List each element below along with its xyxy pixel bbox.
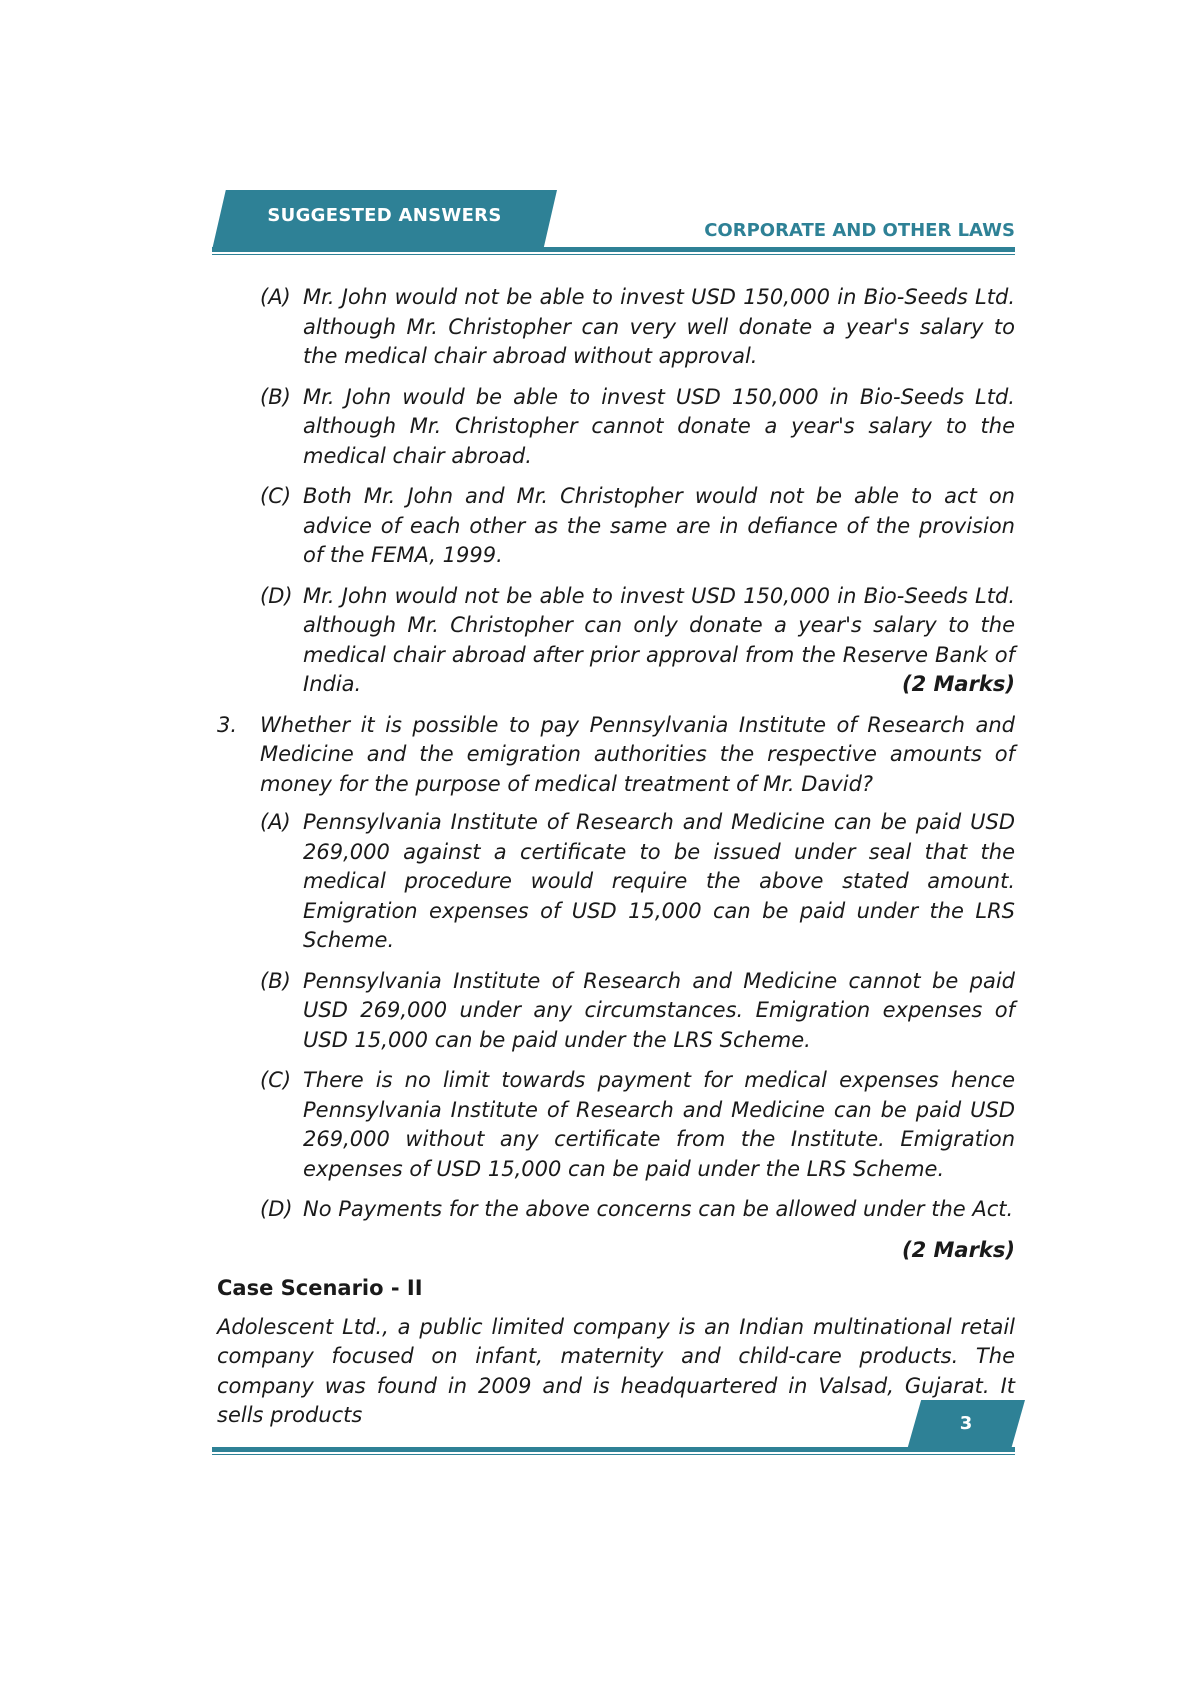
option-label: (D) (260, 583, 293, 608)
case-scenario-paragraph: Adolescent Ltd., a public limited company is an Indian multinational retail company focused on infant, maternity and child-care products. The company was found in 2009 and is headquartered in Valsad, Gujarat. It sells products (217, 1314, 1015, 1427)
option-text: Mr. John would not be able to invest USD 150,000 in Bio-Seeds Ltd. although Mr. Christopher can only donate a year's salary to the medical chair abroad after prior approval from the Reserve Bank of India. (303, 583, 1015, 696)
footer-rule-thick (212, 1447, 1015, 1452)
option-text-wrapper (303, 582, 1015, 700)
question-number: 3. (217, 712, 238, 737)
option-label: (B) (260, 968, 291, 993)
q3-option-c (260, 1066, 1015, 1184)
page-content (217, 283, 1015, 1431)
option-text: Mr. John would not be able to invest USD 150,000 in Bio-Seeds Ltd. although Mr. Christopher can very well donate a year's salary to the medical chair abroad without approval. (303, 285, 1015, 368)
option-text: There is no limit towards payment for medical expenses hence Pennsylvania Institute of Research and Medicine can be paid USD 269,000 without any certificate from the Institute. Emigration expenses of USD 15,000 can be paid under the LRS Scheme. (303, 1068, 1015, 1181)
q3-option-b (260, 967, 1015, 1056)
page-number: 3 (959, 1413, 973, 1434)
q3-option-d (260, 1195, 1015, 1225)
q2-option-b (260, 383, 1015, 472)
header-section-label: SUGGESTED ANSWERS (267, 205, 502, 226)
option-text: Pennsylvania Institute of Research and Medicine cannot be paid USD 269,000 under any circumstances. Emigration expenses of USD 15,000 can be paid under the LRS Scheme. (303, 968, 1015, 1052)
option-text: No Payments for the above concerns can be allowed under the Act. (303, 1197, 1014, 1221)
option-label: (A) (260, 810, 291, 834)
question-text: Whether it is possible to pay Pennsylvania Institute of Research and Medicine and the emigration authorities the respective amounts of money for the purpose of medical treatment of Mr. David? (260, 712, 1015, 796)
q2-marks: (2 Marks) (901, 672, 1015, 696)
footer-rule-thin (212, 1454, 1015, 1455)
q3-option-a (260, 808, 1015, 956)
option-text: Both Mr. John and Mr. Christopher would not be able to act on advice of each other as the same are in defiance of the provision of the FEMA, 1999. (303, 484, 1015, 567)
option-text: Pennsylvania Institute of Research and Medicine can be paid USD 269,000 against a certificate to be issued under seal that the medical procedure would require the above stated amount. Emigration expenses of USD 15,000 can be paid under the LRS Scheme. (303, 810, 1015, 952)
option-label: (C) (260, 1068, 292, 1092)
header-rule-thin (212, 254, 1015, 255)
option-text: Mr. John would be able to invest USD 150,000 in Bio-Seeds Ltd. although Mr. Christopher cannot donate a year's salary to the medical chair abroad. (303, 384, 1015, 468)
q3-marks: (2 Marks) (901, 1237, 1015, 1262)
header-subject-title: CORPORATE AND OTHER LAWS (704, 220, 1015, 241)
case-scenario-title: Case Scenario - II (217, 1276, 423, 1300)
q2-option-d (260, 582, 1015, 700)
option-label: (A) (260, 285, 291, 309)
question-3 (217, 711, 1015, 800)
option-label: (C) (260, 484, 292, 508)
header-rule-thick (212, 247, 1015, 252)
q2-option-c (260, 482, 1015, 571)
option-label: (B) (260, 384, 291, 409)
q2-option-a (260, 283, 1015, 372)
option-label: (D) (260, 1197, 293, 1221)
page-header (0, 0, 1191, 260)
